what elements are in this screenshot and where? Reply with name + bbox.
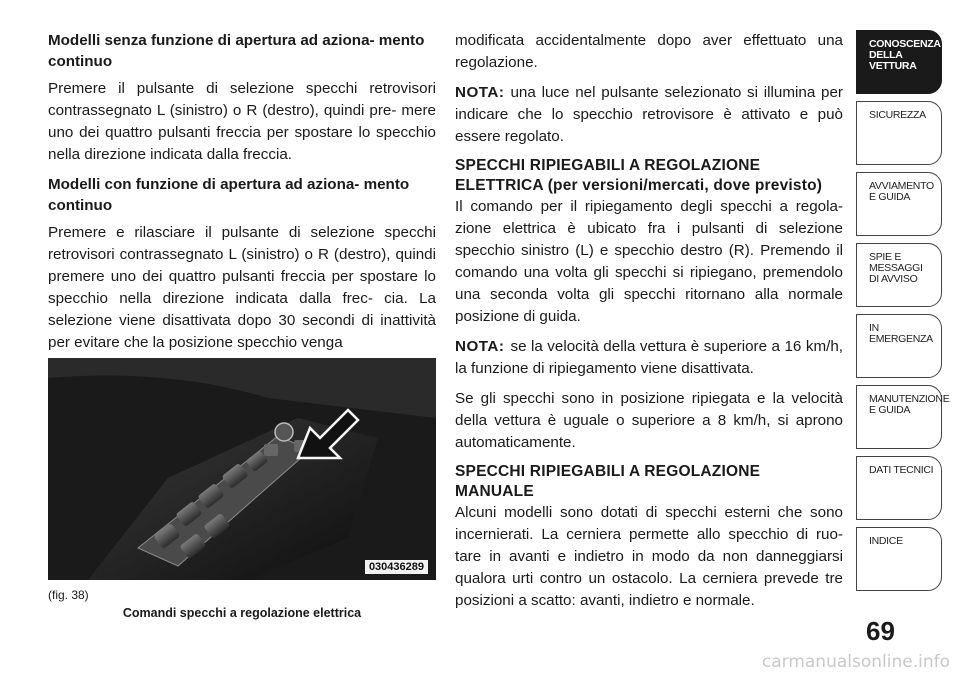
right-column <box>455 30 843 620</box>
tab-dati-tecnici[interactable]: DATI TECNICI <box>856 456 942 520</box>
note <box>455 82 843 148</box>
section-tabs <box>856 30 950 598</box>
heading-no-continuous: Modelli senza funzione di apertura ad aziona- mento continuo <box>48 32 425 70</box>
paragraph: Premere e rilasciare il pulsante di selezione specchi retrovisori contrassegnato L (sinistro) o R (destro), quindi premere uno dei quattro pulsanti freccia per spostare lo specchio nella direzione indicata dalla frec- cia. La selezione viene disattivata dopo 30 secondi di inattività per evitare che la posizione specchio venga <box>48 224 436 351</box>
figure-number: (fig. 38) <box>48 588 89 602</box>
tab-sicurezza[interactable]: SICUREZZA <box>856 101 942 165</box>
paragraph: modificata accidentalmente dopo aver effettuato una regolazione. <box>455 32 843 71</box>
paragraph: Il comando per il ripiegamento degli specchi a regola- zione elettrica è ubicato fra i pulsanti di selezione specchio sinistro (L) e specchio destro (R). Premendo il comando una volta gli specchi si ripiegano, premendolo una seconda volta gli specchi ritornano alla normale posizione di guida. <box>455 198 843 325</box>
heading-electric-folding: SPECCHI RIPIEGABILI A REGOLAZIONE ELETTRICA (per versioni/mercati, dove previsto) <box>455 157 823 194</box>
heading-continuous: Modelli con funzione di apertura ad aziona- mento continuo <box>48 176 410 214</box>
paragraph: Se gli specchi sono in posizione ripiegata e la velocità della vettura è uguale o superiore a 8 km/h, si aprono automaticamente. <box>455 390 843 451</box>
note-text: una luce nel pulsante selezionato si illumina per indicare che lo specchio retrovisore è attivato e può essere regolato. <box>455 84 843 145</box>
figure-mirror-controls <box>48 358 436 580</box>
page-number: 69 <box>866 616 895 646</box>
figure-caption: Comandi specchi a regolazione elettrica <box>122 606 362 620</box>
left-column <box>48 30 436 362</box>
paragraph: Premere il pulsante di selezione specchi retrovisori contrassegnato L (sinistro) o R (destro), quindi pre- mere uno dei quattro pulsanti freccia per spostare lo specchio nella direzione indicata dalla freccia. <box>48 80 436 163</box>
watermark: carmanualsonline.info <box>761 652 950 672</box>
note <box>455 336 843 380</box>
tab-conoscenza[interactable]: CONOSCENZA DELLA VETTURA <box>856 30 942 94</box>
note-label: NOTA: <box>455 338 505 355</box>
heading-manual-folding: SPECCHI RIPIEGABILI A REGOLAZIONE MANUALE <box>455 463 761 500</box>
door-panel-photo <box>48 358 436 580</box>
tab-manutenzione[interactable]: MANUTENZIONE E GUIDA <box>856 385 942 449</box>
note-label: NOTA: <box>455 84 505 101</box>
note-text: se la velocità della vettura è superiore a 16 km/h, la funzione di ripiegamento viene disattivata. <box>455 338 843 377</box>
tab-emergenza[interactable]: IN EMERGENZA <box>856 314 942 378</box>
tab-spie[interactable]: SPIE E MESSAGGI DI AVVISO <box>856 243 942 307</box>
figure-code: 030436289 <box>365 560 428 574</box>
paragraph: Alcuni modelli sono dotati di specchi esterni che sono incernierati. La cerniera permette allo specchio di ruo- tare in avanti e indietro in modo da non danneggiarsi qualora urti contro un ostacolo. La cerniera prevede tre posizioni a scatto: avanti, indietro e normale. <box>455 504 843 609</box>
tab-avviamento[interactable]: AVVIAMENTO E GUIDA <box>856 172 942 236</box>
tab-indice[interactable]: INDICE <box>856 527 942 591</box>
